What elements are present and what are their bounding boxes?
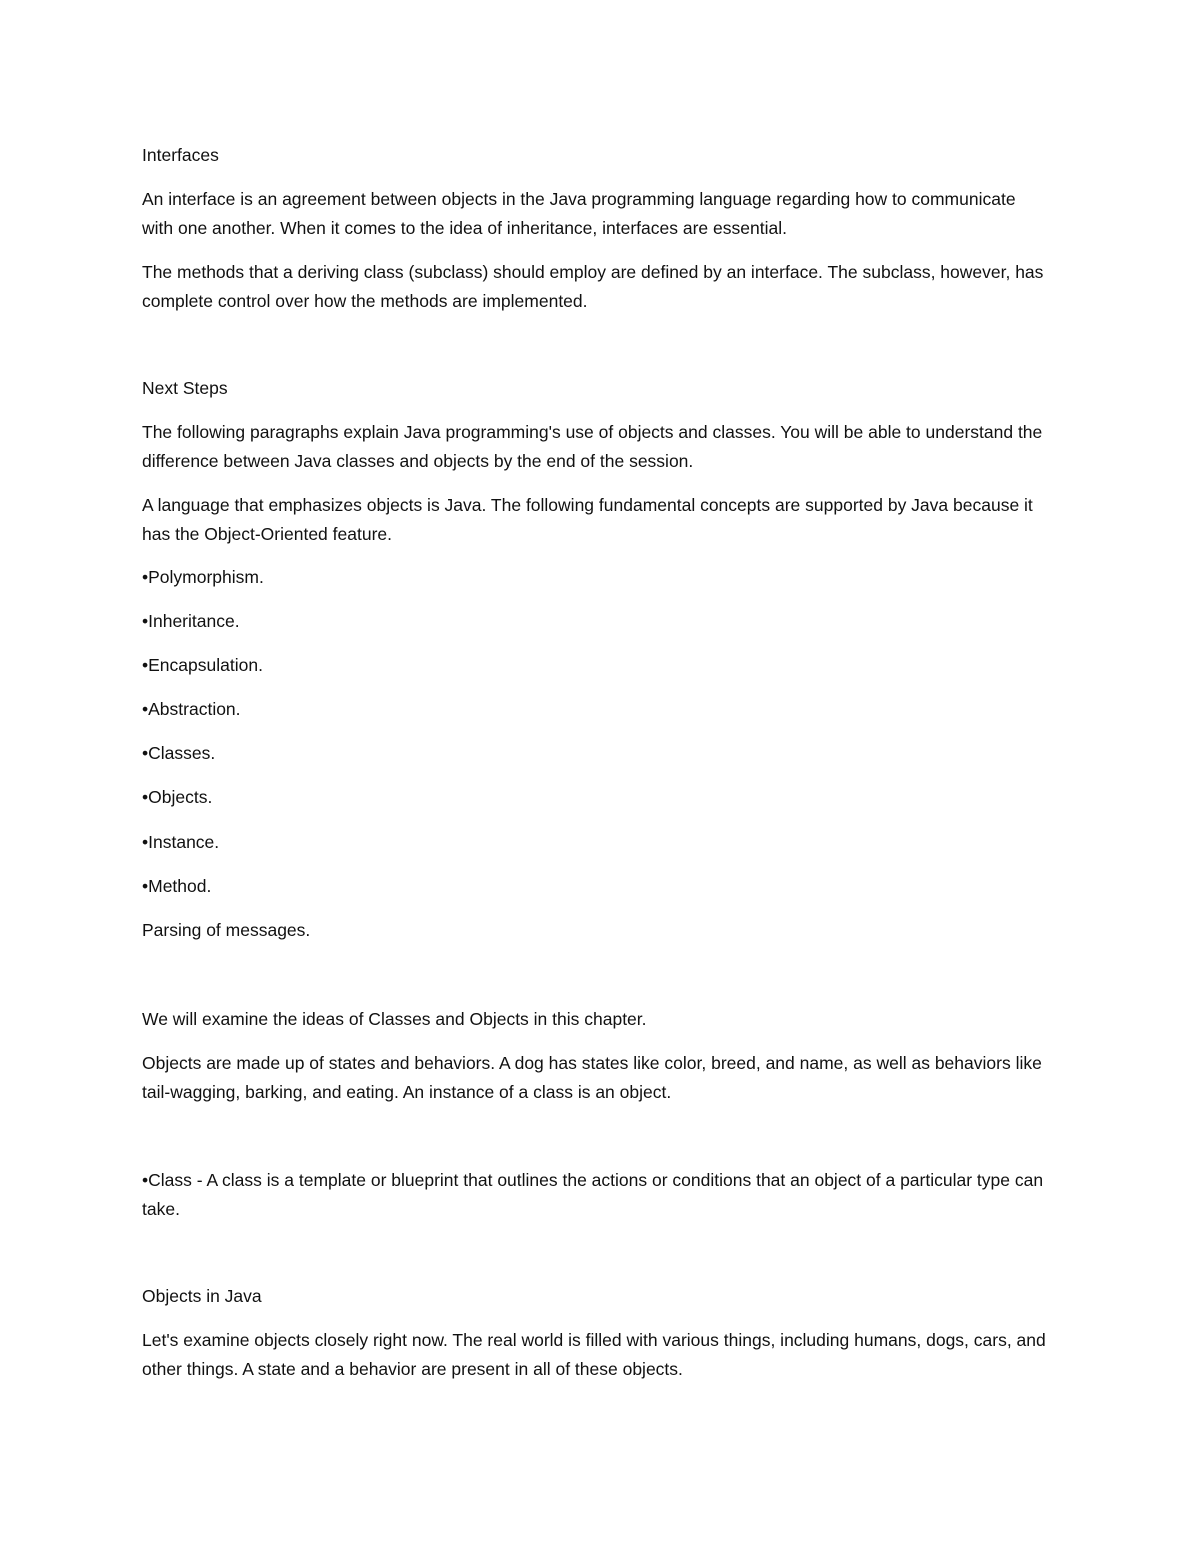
heading-next-steps: Next Steps [142,378,228,398]
bullet-item: •Polymorphism. [142,567,264,587]
paragraph-objects-states: Objects are made up of states and behaviors. A dog has states like color, breed, and name, as well as behaviors like tail-wagging, barking, and eating. An instance of a class is an object. [142,1053,1042,1102]
bullet-item: •Objects. [142,787,213,807]
paragraph-oo-concepts: A language that emphasizes objects is Java. The following fundamental concepts are supported by Java because it has the Object-Oriented feature. [142,495,1033,544]
paragraph-next-steps-intro: The following paragraphs explain Java programming's use of objects and classes. You will be able to understand the difference between Java classes and objects by the end of the session. [142,422,1043,471]
paragraph-interface-methods: The methods that a deriving class (subclass) should employ are defined by an interface. The subclass, however, has complete control over how the methods are implemented. [142,262,1044,311]
paragraph-parsing: Parsing of messages. [142,920,311,940]
paragraph-class-definition: •Class - A class is a template or blueprint that outlines the actions or conditions that an object of a particular type can take. [142,1170,1044,1219]
paragraph-objects-java: Let's examine objects closely right now. The real world is filled with various things, including humans, dogs, cars, and other things. A state and a behavior are present in all of these objects. [142,1330,1046,1379]
bullet-item: •Encapsulation. [142,655,263,675]
bullet-item: •Inheritance. [142,611,240,631]
paragraph-examine-chapter: We will examine the ideas of Classes and Objects in this chapter. [142,1009,647,1029]
paragraph-interface-definition: An interface is an agreement between objects in the Java programming language regarding how to communicate with one another. When it comes to the idea of inheritance, interfaces are essential. [142,189,1016,238]
bullet-item: •Classes. [142,743,216,763]
heading-interfaces: Interfaces [142,145,219,165]
bullet-item: •Abstraction. [142,699,241,719]
bullet-item: •Method. [142,876,212,896]
heading-objects-in-java: Objects in Java [142,1286,262,1306]
bullet-item: •Instance. [142,832,220,852]
